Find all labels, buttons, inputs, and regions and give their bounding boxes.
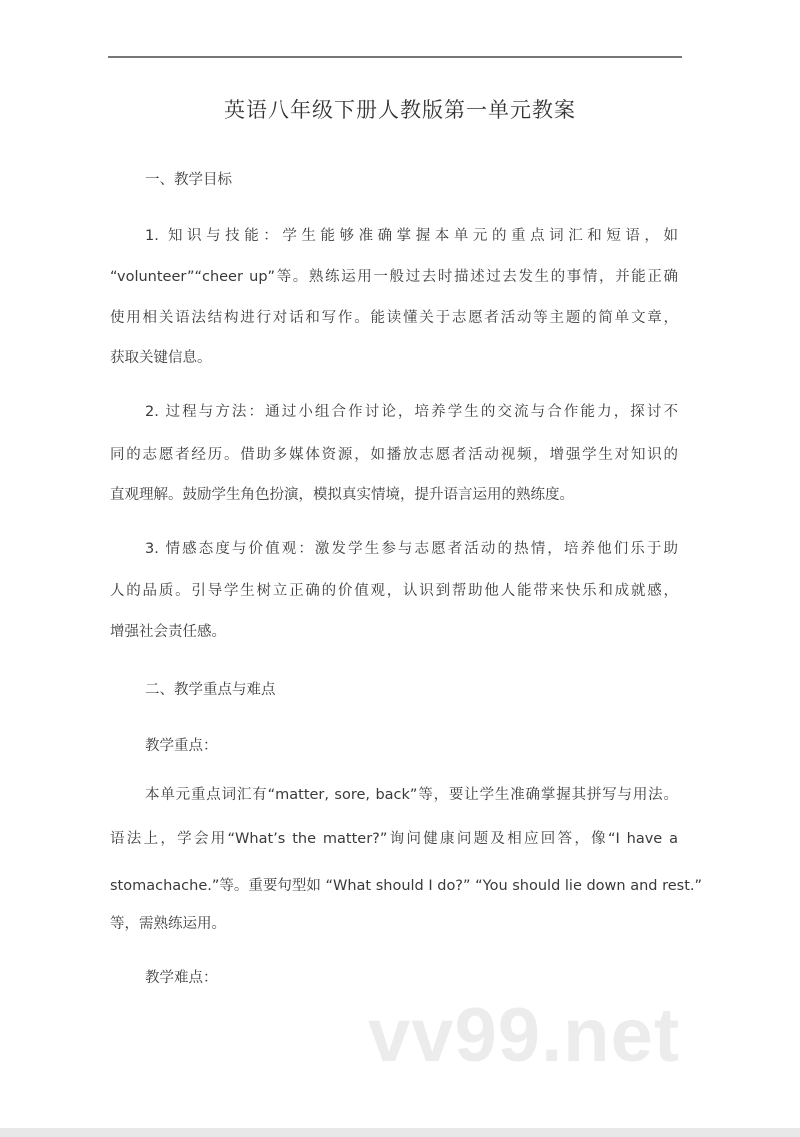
paragraph-line: 2. 过程与方法：通过小组合作讨论，培养学生的交流与合作能力，探讨不 [145,404,678,420]
subheading-difficulties: 教学难点： [145,970,218,986]
section-heading: 一、教学目标 [145,172,232,188]
paragraph-line: 获取关键信息。 [110,350,212,366]
section-heading: 二、教学重点与难点 [145,682,276,698]
paragraph-line: 1. 知识与技能：学生能够准确掌握本单元的重点词汇和短语，如 [145,228,678,244]
paragraph-line: 使用相关语法结构进行对话和写作。能读懂关于志愿者活动等主题的简单文章， [110,310,678,326]
paragraph-line: 直观理解。鼓励学生角色扮演，模拟真实情境，提升语言运用的熟练度。 [110,487,574,503]
paragraph-line: 等，需熟练运用。 [110,916,226,932]
header-rule [108,56,682,58]
document-title: 英语八年级下册人教版第一单元教案 [224,98,576,122]
paragraph-line: 语法上，学会用“What’s the matter?”询问健康问题及相应回答，像“I have a [110,831,678,847]
paragraph-line: 增强社会责任感。 [110,624,226,640]
paragraph-line: 3. 情感态度与价值观：激发学生参与志愿者活动的热情，培养他们乐于助 [145,541,678,557]
paragraph-line: stomachache.”等。重要句型如 “What should I do?” “You should lie down and rest.” [110,878,703,894]
paragraph-line: 本单元重点词汇有“matter, sore, back”等，要让学生准确掌握其拼写与用法。 [145,787,678,803]
paragraph-line: 同的志愿者经历。借助多媒体资源，如播放志愿者活动视频，增强学生对知识的 [110,447,678,463]
paragraph-line: “volunteer”“cheer up”等。熟练运用一般过去时描述过去发生的事情，并能正确 [110,269,678,285]
subheading-key-points: 教学重点： [145,738,218,754]
page-bottom-edge [0,1128,800,1137]
paragraph-line: 人的品质。引导学生树立正确的价值观，认识到帮助他人能带来快乐和成就感， [110,583,678,599]
watermark: vv99.net [368,993,681,1078]
